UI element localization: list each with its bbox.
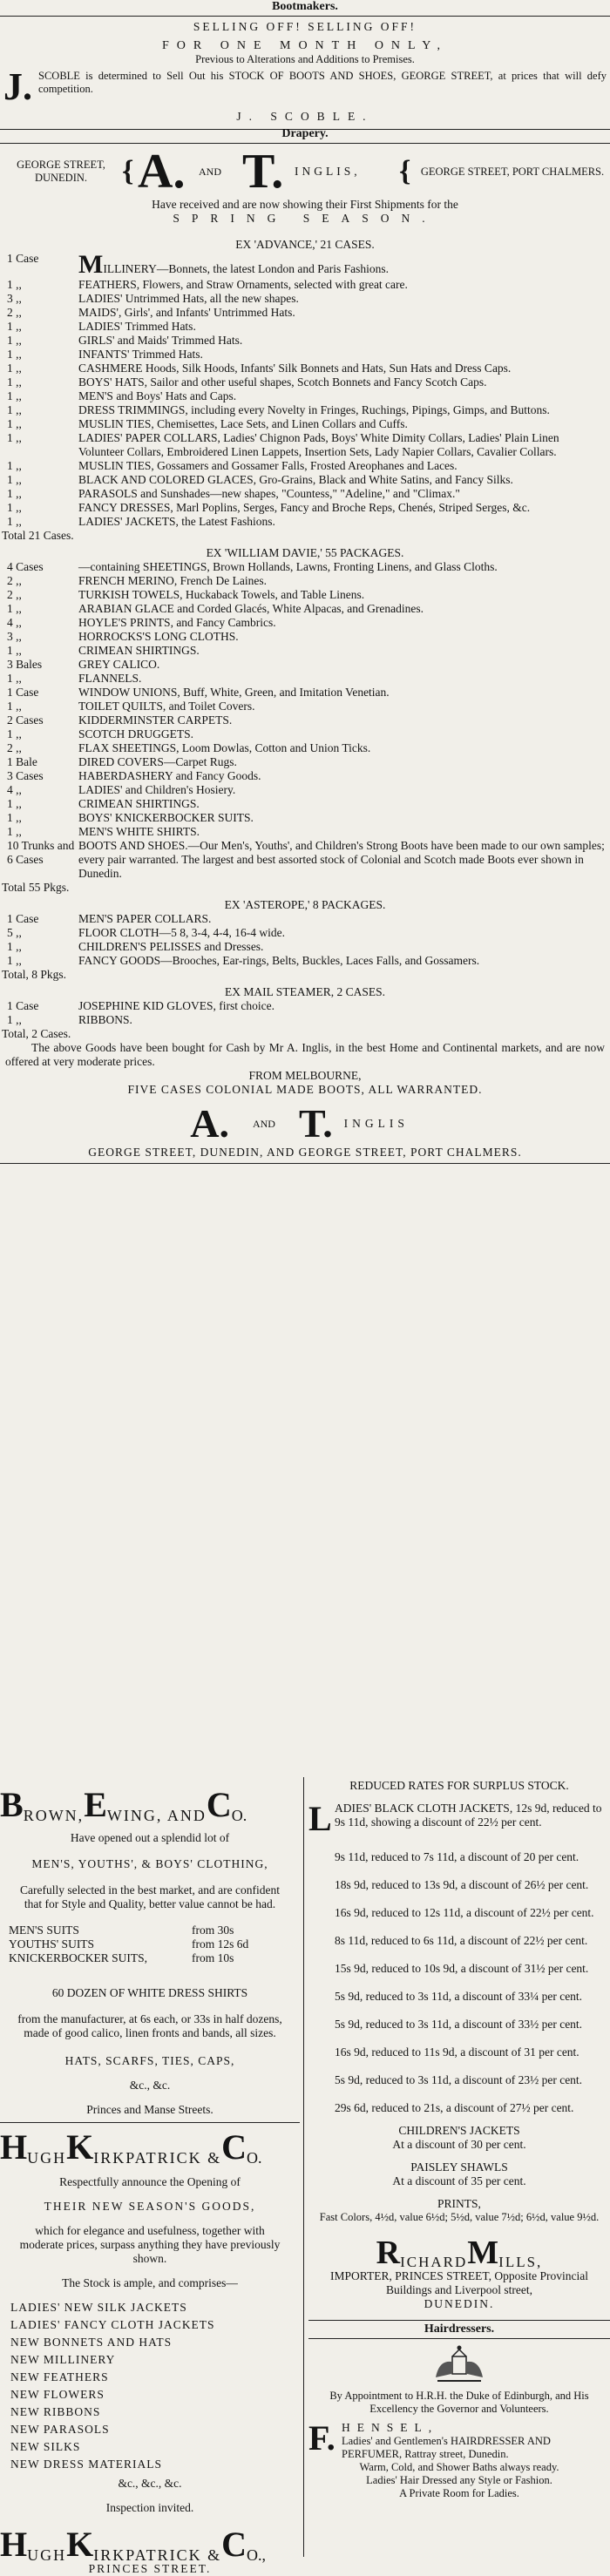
mail-item-description: [78, 999, 610, 1013]
advance-item-description: [78, 362, 610, 375]
intro-text: Have received and are now showing their First Shipments for the: [152, 198, 458, 211]
davie-item-quantity: 2 Cases: [7, 713, 44, 727]
and-word: AND: [199, 166, 221, 178]
advance-item-quantity: 1 ,,: [7, 334, 22, 347]
davie-item-description: [78, 672, 610, 686]
advance-item-text: DRESS TRIMMINGS, including every Novelty in Fringes, Ruchings, Pipings, Gimps, and Buttons.: [78, 403, 550, 416]
kirkpatrick-items: [0, 2299, 300, 2473]
suit-price: from 30s: [192, 1924, 234, 1937]
advance-item-description: [78, 487, 610, 501]
kirkpatrick-item: NEW DRESS MATERIALS: [10, 2458, 163, 2471]
scoble-notice: [0, 65, 610, 108]
advance-item-row: [7, 375, 610, 389]
advance-item-row: [7, 278, 610, 292]
hensel-body4: A Private Room for Ladies.: [399, 2487, 519, 2499]
advance-total: Total 21 Cases.: [2, 529, 74, 542]
advance-item-description: [78, 431, 610, 459]
asterope-item-quantity: 5 ,,: [7, 926, 22, 939]
section-heading-drapery: Drapery.: [281, 127, 329, 140]
mail-item-description: [78, 1013, 610, 1027]
paisley-discount: At a discount of 35 per cent.: [392, 2174, 526, 2187]
season-heading: THEIR NEW SEASON'S GOODS,: [44, 2200, 256, 2213]
davie-item-quantity: 1 Case: [7, 686, 39, 699]
brown-etc: &c., &c.: [129, 2079, 171, 2092]
inglis-word: INGLIS,: [295, 165, 361, 178]
advance-item-row: [7, 431, 610, 459]
davie-item-description: [78, 658, 610, 672]
royal-crest-icon: [308, 2344, 610, 2390]
asterope-item-row: [7, 926, 610, 940]
suit-row: [9, 1924, 300, 1937]
advance-item-quantity: 1 ,,: [7, 389, 22, 402]
stock-text: The Stock is ample, and comprises—: [62, 2276, 238, 2289]
advance-item-text: MEN'S and Boys' Hats and Caps.: [78, 389, 237, 402]
reduced-list: [308, 1850, 610, 2115]
reduced-heading: REDUCED RATES FOR SURPLUS STOCK.: [349, 1779, 569, 1792]
advance-item-row: [7, 459, 610, 473]
kirkpatrick-item: NEW RIBBONS: [10, 2405, 101, 2418]
davie-item-row: [7, 755, 610, 769]
left-column: [0, 1777, 300, 2576]
mills-city: DUNEDIN.: [424, 2297, 495, 2310]
davie-total: Total 55 Pkgs.: [2, 881, 70, 894]
davie-item-row: [7, 588, 610, 602]
kp-address: PRINCES STREET.: [88, 2562, 212, 2575]
scoble-signature: J. SCOBLE.: [236, 110, 374, 123]
davie-item-quantity: 1 ,,: [7, 602, 22, 615]
advance-item-description: [78, 348, 610, 362]
davie-item-row: [7, 644, 610, 658]
advance-item-row: [7, 487, 610, 501]
kirkpatrick-item: LADIES' NEW SILK JACKETS: [10, 2301, 187, 2314]
davie-item-quantity: 2 ,,: [7, 741, 22, 754]
brown-ewing-header: B ROWN, E WING, AND C O.: [0, 1785, 247, 1824]
davie-item-quantity: 4 ,,: [7, 616, 22, 629]
davie-item-quantity: 4 ,,: [7, 783, 22, 796]
brown-address: Princes and Manse Streets.: [86, 2103, 214, 2116]
bootmakers-section: [0, 0, 610, 132]
spring-season: SPRING SEASON.: [173, 212, 437, 225]
advance-item-text: LADIES' Untrimmed Hats, all the new shapes.: [78, 292, 299, 305]
davie-item-text: HORROCKS'S LONG CLOTHS.: [78, 630, 239, 643]
asterope-list: [0, 912, 610, 968]
davie-item-quantity: 1 Bale: [7, 755, 37, 768]
asterope-item-description: [78, 940, 610, 954]
davie-item-row: [7, 602, 610, 616]
advance-heading: EX 'ADVANCE,' 21 CASES.: [235, 238, 375, 251]
kirkpatrick-item: NEW FEATHERS: [10, 2370, 109, 2383]
advance-item-drop-cap: M: [78, 250, 104, 279]
advance-item-row: [7, 362, 610, 375]
advance-item-quantity: 1 ,,: [7, 362, 22, 375]
shirts-heading: 60 DOZEN OF WHITE DRESS SHIRTS: [51, 1986, 248, 1999]
dunedin-address: GEORGE STREET, DUNEDIN.: [17, 159, 105, 184]
advance-item-description: [78, 473, 610, 487]
mail-list: [0, 999, 610, 1027]
reduced-item: 15s 9d, reduced to 10s 9d, a discount of 31½ per cent.: [335, 1962, 589, 1975]
advance-item-text: BLACK AND COLORED GLACES, Gro-Grains, Black and White Satins, and Fancy Silks.: [78, 473, 513, 486]
inglis-signature: [0, 1102, 610, 1146]
davie-item-quantity: 2 ,,: [7, 574, 22, 587]
davie-item-row: [7, 797, 610, 811]
davie-item-text: FRENCH MERINO, French De Laines.: [78, 574, 267, 587]
mail-item-text: RIBBONS.: [78, 1013, 132, 1026]
davie-item-quantity: 1 ,,: [7, 825, 22, 838]
advance-item-text: LADIES' PAPER COLLARS, Ladies' Chignon Pads, Boys' White Dimity Collars, Ladies' Plain Linen Volunteer Collars, Embroidered Linen Lappets, Insertion Sets, Lady Napier Collars, Cavalier Collars.: [78, 431, 559, 458]
advance-item-text: MUSLIN TIES, Gossamers and Gossamer Falls, Frosted Areophanes and Laces.: [78, 459, 458, 472]
asterope-item-text: FLOOR CLOTH—5 8, 3-4, 4-4, 16-4 wide.: [78, 926, 285, 939]
right-column: [308, 1777, 610, 2500]
kirkpatrick-item: NEW SILKS: [10, 2440, 81, 2453]
davie-item-text: FLAX SHEETINGS, Loom Dowlas, Cotton and Union Ticks.: [78, 741, 371, 754]
advance-item-row: [7, 334, 610, 348]
davie-item-quantity: 1 ,,: [7, 727, 22, 740]
davie-item-row: [7, 616, 610, 630]
mail-total: Total, 2 Cases.: [2, 1027, 71, 1040]
davie-item-description: [78, 783, 610, 797]
davie-item-text: CRIMEAN SHIRTINGS.: [78, 644, 200, 657]
davie-item-description: [78, 797, 610, 811]
section-heading-hairdressers: Hairdressers.: [424, 2322, 495, 2336]
sig-address: GEORGE STREET, DUNEDIN, AND GEORGE STREET, PORT CHALMERS.: [88, 1146, 522, 1159]
davie-item-text: BOOTS AND SHOES.—Our Men's, Youths', and Children's Strong Boots have been made to our own samples; every pair warranted. The largest and best assorted stock of Colonial and Scotch made Boots ever shown in Dunedin.: [78, 839, 605, 880]
advance-item-text: LADIES' Trimmed Hats.: [78, 320, 196, 333]
asterope-item-quantity: 1 Case: [7, 912, 39, 925]
advance-item-text: FEATHERS, Flowers, and Straw Ornaments, selected with great care.: [78, 278, 408, 291]
asterope-item-description: [78, 954, 610, 968]
advance-item-text: ILLINERY—Bonnets, the latest London and Paris Fashions.: [103, 262, 390, 275]
inspection-text: Inspection invited.: [105, 2501, 194, 2514]
advance-item-description: [78, 459, 610, 473]
asterope-total: Total, 8 Pkgs.: [2, 968, 67, 981]
davie-item-quantity: 10 Trunks and 6 Cases: [7, 839, 75, 866]
kirkpatrick-item: LADIES' FANCY CLOTH JACKETS: [10, 2318, 215, 2331]
advance-item-row: [7, 306, 610, 320]
davie-item-text: KIDDERMINSTER CARPETS.: [78, 713, 233, 727]
asterope-item-row: [7, 912, 610, 926]
davie-item-text: ARABIAN GLACE and Corded Glacés, White Alpacas, and Grenadines.: [78, 602, 424, 615]
initial-j: J.: [3, 65, 32, 108]
hensel-body3: Ladies' Hair Dressed any Style or Fashion.: [366, 2474, 552, 2486]
advance-item-text: CASHMERE Hoods, Silk Hoods, Infants' Silk Bonnets and Hats, Sun Hats and Dress Caps.: [78, 362, 512, 375]
davie-item-row: [7, 630, 610, 644]
davie-item-text: FLANNELS.: [78, 672, 142, 685]
davie-item-text: LADIES' and Children's Hosiery.: [78, 783, 236, 796]
kirkpatrick-item: NEW MILLINERY: [10, 2353, 116, 2366]
mail-item-text: JOSEPHINE KID GLOVES, first choice.: [78, 999, 274, 1012]
prints-heading: PRINTS,: [437, 2197, 481, 2210]
advance-item-quantity: 3 ,,: [7, 292, 22, 305]
asterope-item-row: [7, 940, 610, 954]
advance-item-row: [7, 292, 610, 306]
hensel-notice: F. HENSEL, Ladies' and Gentlemen's HAIRDRESSER AND PERFUMER, Rattray street, Dunedin.: [308, 2421, 610, 2461]
suit-price: from 12s 6d: [192, 1937, 249, 1951]
advance-item-description: [78, 389, 610, 403]
suit-price: from 10s: [192, 1951, 234, 1964]
letter-a: A.: [138, 145, 186, 199]
davie-item-row: [7, 560, 610, 574]
reduced-item: 8s 11d, reduced to 6s 11d, a discount of 22½ per cent.: [335, 1934, 588, 1947]
davie-item-row: [7, 783, 610, 797]
reduced-item: 5s 9d, reduced to 3s 11d, a discount of 33¼ per cent.: [335, 1990, 583, 2003]
letter-t: T.: [242, 145, 284, 199]
davie-item-description: [78, 811, 610, 825]
reduced-item: 5s 9d, reduced to 3s 11d, a discount of 23½ per cent.: [335, 2073, 583, 2086]
advance-item-quantity: 2 ,,: [7, 306, 22, 319]
davie-item-row: [7, 727, 610, 741]
davie-item-description: [78, 588, 610, 602]
advance-item-quantity: 1 ,,: [7, 501, 22, 514]
davie-item-text: HOYLE'S PRINTS, and Fancy Cambrics.: [78, 616, 276, 629]
asterope-item-quantity: 1 ,,: [7, 954, 22, 967]
drapery-section: [0, 127, 610, 1166]
selected-text: Carefully selected in the best market, and are confident that for Style and Quality, better value cannot be had.: [19, 1883, 280, 1910]
davie-item-text: HABERDASHERY and Fancy Goods.: [78, 769, 261, 782]
davie-item-text: DIRED COVERS—Carpet Rugs.: [78, 755, 237, 768]
suit-row: [9, 1937, 300, 1951]
davie-item-description: [78, 769, 610, 783]
section-heading-bootmakers: Bootmakers.: [272, 0, 338, 13]
davie-item-row: [7, 574, 610, 588]
advance-item-quantity: 1 ,,: [7, 431, 22, 444]
advance-item-row: [7, 389, 610, 403]
mail-item-quantity: 1 Case: [7, 999, 39, 1012]
advance-item-quantity: 1 ,,: [7, 473, 22, 486]
reduced-item: 18s 9d, reduced to 13s 9d, a discount of 26½ per cent.: [335, 1878, 589, 1891]
advance-item-description: [78, 306, 610, 320]
paisley-shawls: PAISLEY SHAWLS: [410, 2160, 508, 2174]
advance-item-description: [78, 278, 610, 292]
advance-item-row: [7, 403, 610, 417]
advance-item-text: LADIES' JACKETS, the Latest Fashions.: [78, 515, 275, 528]
davie-item-text: GREY CALICO.: [78, 658, 160, 671]
shirts-body: from the manufacturer, at 6s each, or 33s in half dozens, made of good calico, linen fronts and bands, all sizes.: [17, 2012, 282, 2039]
davie-item-description: [78, 713, 610, 727]
advance-item-description: [78, 403, 610, 417]
advance-item-quantity: 1 ,,: [7, 487, 22, 500]
asterope-item-text: CHILDREN'S PELISSES and Dresses.: [78, 940, 264, 953]
clothing-heading: MEN'S, YOUTHS', & BOYS' CLOTHING,: [31, 1857, 268, 1870]
children-discount: At a discount of 30 per cent.: [392, 2138, 526, 2151]
asterope-heading: EX 'ASTEROPE,' 8 PACKAGES.: [224, 898, 386, 911]
advance-item-description: [78, 252, 610, 278]
advance-item-description: [78, 417, 610, 431]
davie-item-description: [78, 616, 610, 630]
from-melbourne: FROM MELBOURNE,: [248, 1069, 362, 1082]
reduced-item: 9s 11d, reduced to 7s 11d, a discount of 20 per cent.: [335, 1850, 580, 1863]
mills-signature: R ICHARD M ILLS,: [376, 2235, 543, 2271]
asterope-item-quantity: 1 ,,: [7, 940, 22, 953]
davie-item-description: [78, 700, 610, 713]
asterope-item-description: [78, 926, 610, 940]
advance-item-quantity: 1 ,,: [7, 278, 22, 291]
advance-item-row: [7, 348, 610, 362]
kirkpatrick-item: NEW BONNETS AND HATS: [10, 2336, 173, 2349]
suits-list: [0, 1924, 300, 1965]
goods-footer: The above Goods have been bought for Cash by Mr A. Inglis, in the best Home and Continental markets, and are now offered at very moderate prices.: [5, 1041, 605, 1068]
hensel-body2: Warm, Cold, and Shower Baths always ready.: [359, 2461, 559, 2473]
davie-item-text: TOILET QUILTS, and Toilet Covers.: [78, 700, 255, 713]
advance-item-quantity: 1 ,,: [7, 417, 22, 430]
port-chalmers-address: GEORGE STREET, PORT CHALMERS.: [420, 165, 605, 178]
children-jackets: CHILDREN'S JACKETS: [398, 2124, 520, 2137]
advance-item-description: [78, 515, 610, 529]
advance-item-description: [78, 334, 610, 348]
kirkpatrick-item: NEW PARASOLS: [10, 2423, 110, 2436]
davie-item-quantity: 1 ,,: [7, 811, 22, 824]
davie-item-quantity: 1 ,,: [7, 644, 22, 657]
davie-item-description: [78, 741, 610, 755]
davie-item-description: [78, 574, 610, 588]
mail-item-row: [7, 999, 610, 1013]
suit-row: [9, 1951, 300, 1965]
advance-item-text: PARASOLS and Sunshades—new shapes, "Countess," "Adeline," and "Climax.": [78, 487, 460, 500]
davie-item-description: [78, 825, 610, 839]
davie-item-text: CRIMEAN SHIRTINGS.: [78, 797, 200, 810]
mail-item-quantity: 1 ,,: [7, 1013, 22, 1026]
davie-item-text: BOYS' KNICKERBOCKER SUITS.: [78, 811, 254, 824]
announce-text: Respectfully announce the Opening of: [59, 2175, 241, 2188]
davie-item-row: [7, 825, 610, 839]
advance-item-quantity: 1 ,,: [7, 348, 22, 361]
davie-heading: EX 'WILLIAM DAVIE,' 55 PACKAGES.: [206, 546, 404, 559]
davie-item-description: [78, 630, 610, 644]
advance-item-text: MUSLIN TIES, Chemisettes, Lace Sets, and Linen Collars and Cuffs.: [78, 417, 408, 430]
davie-item-row: [7, 700, 610, 713]
reduced-item: 29s 6d, reduced to 21s, a discount of 27½ per cent.: [335, 2101, 574, 2114]
asterope-item-text: MEN'S PAPER COLLARS.: [78, 912, 212, 925]
reduced-item: 16s 9d, reduced to 12s 11d, a discount of 22½ per cent.: [335, 1906, 594, 1919]
davie-item-row: [7, 741, 610, 755]
davie-item-quantity: 2 ,,: [7, 588, 22, 601]
davie-item-quantity: 4 Cases: [7, 560, 44, 573]
davie-item-text: TURKISH TOWELS, Huckaback Towels, and Table Linens.: [78, 588, 365, 601]
kp-etc: &c., &c., &c.: [118, 2477, 182, 2490]
advance-item-row: [7, 501, 610, 515]
davie-item-row: [7, 672, 610, 686]
selling-off-heading: SELLING OFF! SELLING OFF!: [193, 20, 417, 33]
davie-item-row: [7, 839, 610, 881]
advance-item-text: INFANTS' Trimmed Hats.: [78, 348, 203, 361]
davie-item-description: [78, 727, 610, 741]
advance-item-quantity: 1 ,,: [7, 515, 22, 528]
advance-item-quantity: 1 Case: [7, 252, 39, 265]
advance-item-quantity: 1 ,,: [7, 403, 22, 416]
advance-item-quantity: 1 ,,: [7, 459, 22, 472]
kirkpatrick-header: H UGH K IRKPATRICK & C O.: [0, 2127, 262, 2167]
advance-item-text: BOYS' HATS, Sailor and other useful shapes, Scotch Bonnets and Fancy Scotch Caps.: [78, 375, 487, 389]
reduced-first: L ADIES' BLACK CLOTH JACKETS, 12s 9d, reduced to 9s 11d, showing a discount of 22½ per cent.: [308, 1799, 602, 1838]
advance-item-text: MAIDS', Girls', and Infants' Untrimmed Hats.: [78, 306, 295, 319]
appointment-text: By Appointment to H.R.H. the Duke of Edinburgh, and His Excellency the Governor and Volunteers.: [329, 2390, 589, 2415]
davie-item-quantity: 1 ,,: [7, 797, 22, 810]
advance-item-description: [78, 375, 610, 389]
advance-item-row: [7, 320, 610, 334]
sig-inglis: INGLIS: [343, 1117, 409, 1130]
advance-item-row: [7, 473, 610, 487]
inglis-header: GEORGE STREET, DUNEDIN. { A. AND T. INGLIS, { GEORGE STREET, PORT CHALMERS.: [0, 145, 610, 198]
davie-item-text: —containing SHEETINGS, Brown Hollands, Lawns, Fronting Linens, and Glass Cloths.: [78, 560, 498, 573]
davie-item-quantity: 3 Bales: [7, 658, 43, 671]
kirkpatrick-signature: H UGH K IRKPATRICK & C O.,: [0, 2525, 267, 2564]
suit-name: MEN'S SUITS: [9, 1924, 79, 1937]
advance-item-text: FANCY DRESSES, Marl Poplins, Serges, Fancy and Broche Reps, Chenés, Striped Serges, &c.: [78, 501, 531, 514]
davie-item-row: [7, 769, 610, 783]
suit-name: YOUTHS' SUITS: [9, 1937, 95, 1951]
five-cases: FIVE CASES COLONIAL MADE BOOTS, ALL WARRANTED.: [127, 1083, 483, 1096]
advance-list: [0, 252, 610, 529]
sig-and: AND: [252, 1118, 275, 1130]
mills-body: IMPORTER, PRINCES STREET, Opposite Provincial Buildings and Liverpool street,: [330, 2269, 588, 2296]
davie-item-quantity: 1 ,,: [7, 672, 22, 685]
hats-line: HATS, SCARFS, TIES, CAPS,: [64, 2054, 235, 2067]
mail-heading: EX MAIL STEAMER, 2 CASES.: [224, 985, 385, 998]
sig-letter-t: T.: [298, 1101, 333, 1146]
prints-body: Fast Colors, 4½d, value 6½d; 5½d, value 7½d; 6½d, value 9½d.: [319, 2211, 600, 2223]
sig-letter-a: A.: [190, 1101, 229, 1146]
davie-item-row: [7, 658, 610, 672]
asterope-item-text: FANCY GOODS—Brooches, Ear-rings, Belts, Buckles, Laces Falls, and Gossamers.: [78, 954, 480, 967]
davie-item-quantity: 3 Cases: [7, 769, 44, 782]
kirkpatrick-body: which for elegance and usefulness, together with moderate prices, surpass anything they have previously shown.: [19, 2224, 281, 2265]
advance-item-row: [7, 252, 610, 278]
bottom-columns: [0, 1777, 610, 2575]
davie-item-row: [7, 713, 610, 727]
reduced-item: 5s 9d, reduced to 3s 11d, a discount of 33½ per cent.: [335, 2018, 583, 2031]
opened-text: Have opened out a splendid lot of: [70, 1831, 230, 1844]
advance-item-description: [78, 320, 610, 334]
davie-item-description: [78, 602, 610, 616]
davie-item-text: SCOTCH DRUGGETS.: [78, 727, 194, 740]
advance-item-description: [78, 292, 610, 306]
davie-item-row: [7, 811, 610, 825]
reduced-item: 16s 9d, reduced to 11s 9d, a discount of 31 per cent.: [335, 2045, 580, 2059]
scoble-body: SCOBLE is determined to Sell Out his STOCK OF BOOTS AND SHOES, GEORGE STREET, at prices that will defy competition.: [38, 70, 607, 95]
advance-item-description: [78, 501, 610, 515]
suit-name: KNICKERBOCKER SUITS,: [9, 1951, 148, 1964]
one-month-heading: FOR ONE MONTH ONLY,: [161, 39, 448, 52]
davie-item-description: [78, 644, 610, 658]
advance-item-quantity: 1 ,,: [7, 375, 22, 389]
davie-item-description: [78, 755, 610, 769]
advance-item-text: GIRLS' and Maids' Trimmed Hats.: [78, 334, 243, 347]
hensel-body1: Ladies' and Gentlemen's HAIRDRESSER AND PERFUMER, Rattray street, Dunedin.: [342, 2435, 551, 2460]
kirkpatrick-item: NEW FLOWERS: [10, 2388, 105, 2401]
davie-item-quantity: 3 ,,: [7, 630, 22, 643]
advance-item-row: [7, 417, 610, 431]
davie-item-description: [78, 686, 610, 700]
davie-item-description: [78, 560, 610, 574]
advance-item-row: [7, 515, 610, 529]
davie-list: [0, 560, 610, 881]
previous-note: Previous to Alterations and Additions to Premises.: [195, 53, 415, 65]
davie-item-text: MEN'S WHITE SHIRTS.: [78, 825, 200, 838]
davie-item-quantity: 1 ,,: [7, 700, 22, 713]
asterope-item-row: [7, 954, 610, 968]
hensel-name: HENSEL,: [342, 2421, 439, 2434]
asterope-item-description: [78, 912, 610, 926]
davie-item-text: WINDOW UNIONS, Buff, White, Green, and Imitation Venetian.: [78, 686, 390, 699]
advance-item-quantity: 1 ,,: [7, 320, 22, 333]
davie-item-description: [78, 839, 610, 881]
mail-item-row: [7, 1013, 610, 1027]
davie-item-row: [7, 686, 610, 700]
